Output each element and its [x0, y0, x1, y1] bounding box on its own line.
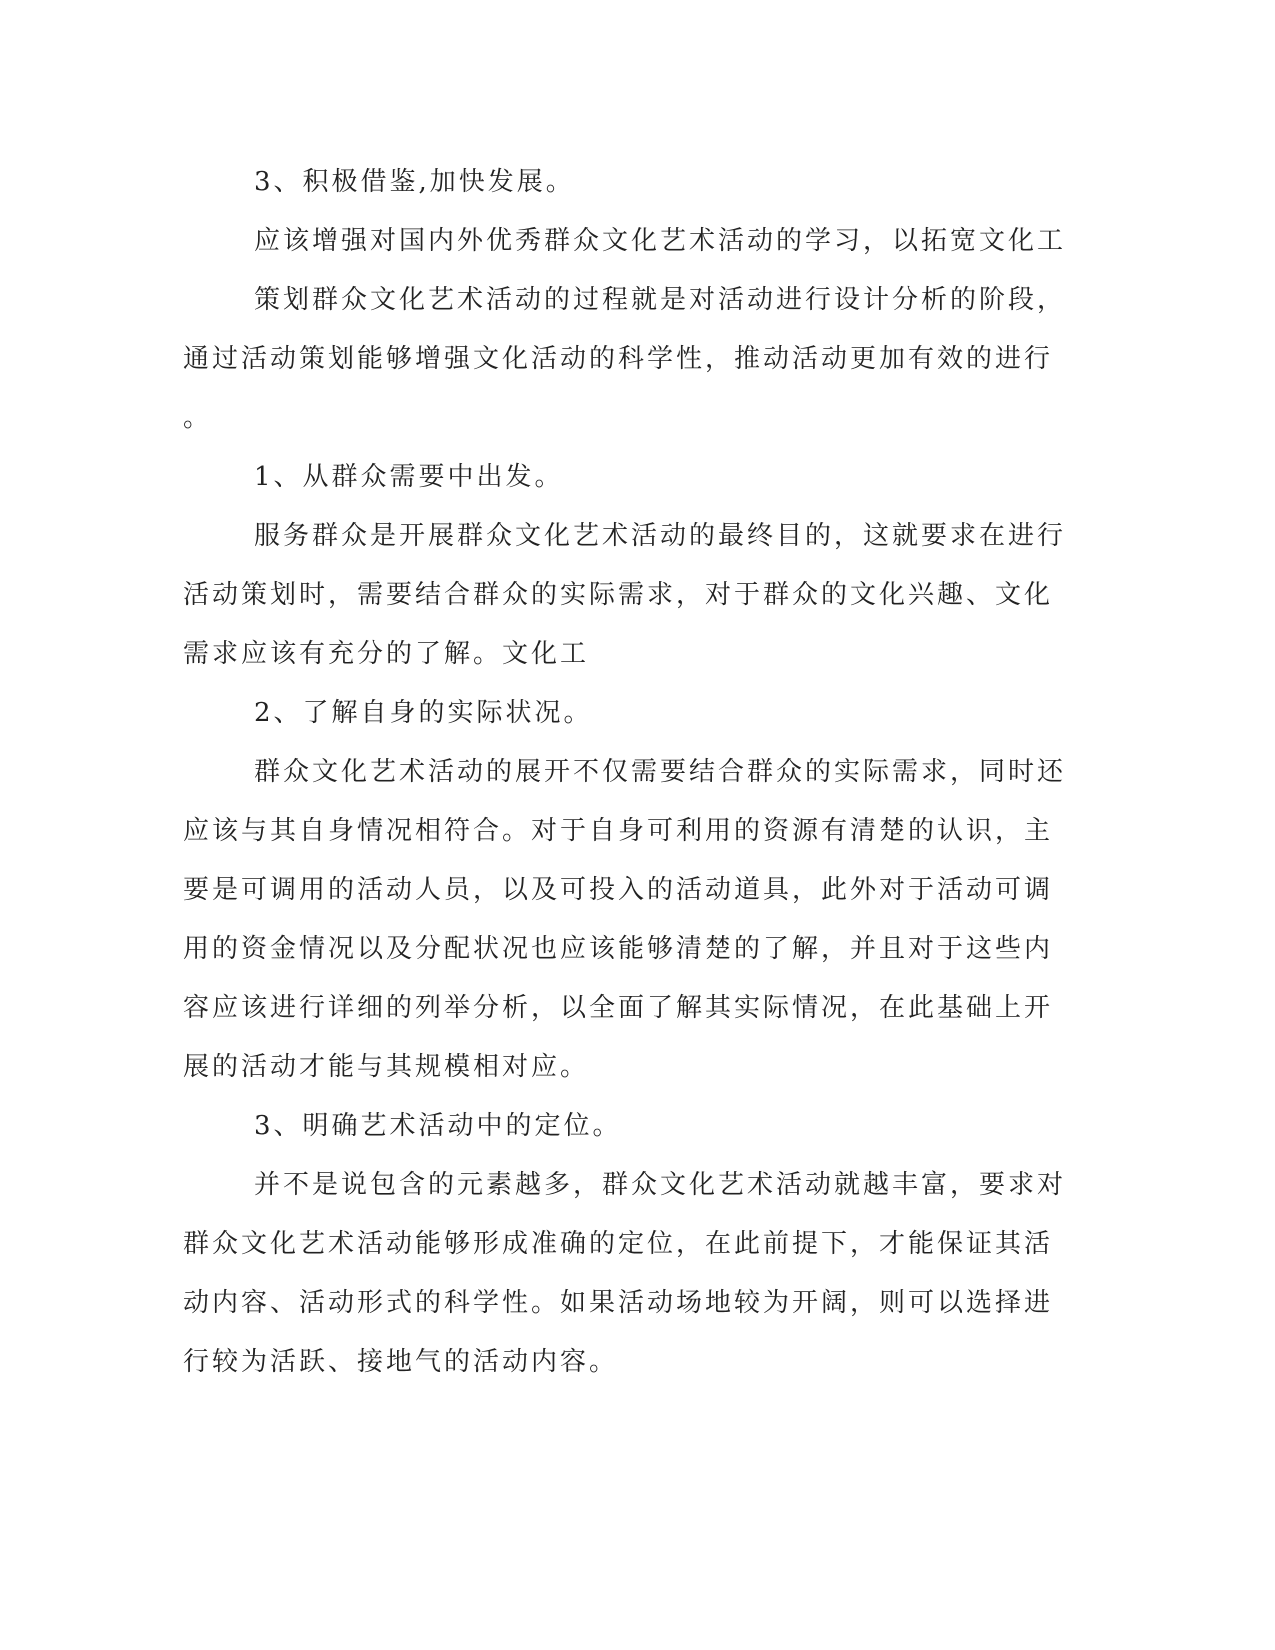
paragraph-line: 行较为活跃、接地气的活动内容。	[183, 1347, 619, 1377]
paragraph-line: 服务群众是开展群众文化艺术活动的最终目的，这就要求在进行	[254, 521, 1067, 551]
paragraph-line: 需求应该有充分的了解。文化工	[183, 639, 590, 669]
paragraph-line: 并不是说包含的元素越多，群众文化艺术活动就越丰富，要求对	[254, 1170, 1067, 1200]
paragraph-line: 应该与其自身情况相符合。对于自身可利用的资源有清楚的认识，主	[183, 816, 1054, 846]
paragraph-line: 。	[183, 403, 213, 433]
paragraph-line: 群众文化艺术活动的展开不仅需要结合群众的实际需求，同时还	[254, 757, 1067, 787]
paragraph-line: 应该增强对国内外优秀群众文化艺术活动的学习，以拓宽文化工	[254, 226, 1067, 256]
paragraph-line: 通过活动策划能够增强文化活动的科学性，推动活动更加有效的进行	[183, 344, 1054, 374]
paragraph-line: 用的资金情况以及分配状况也应该能够清楚的了解，并且对于这些内	[183, 934, 1054, 964]
heading-2-understand-own-situation: 2、了解自身的实际状况。	[254, 698, 593, 728]
paragraph-line: 策划群众文化艺术活动的过程就是对活动进行设计分析的阶段，	[254, 285, 1067, 315]
paragraph-line: 动内容、活动形式的科学性。如果活动场地较为开阔，则可以选择进	[183, 1288, 1054, 1318]
heading-3-clarify-positioning: 3、明确艺术活动中的定位。	[254, 1111, 622, 1141]
heading-1-start-from-public-needs: 1、从群众需要中出发。	[254, 462, 564, 492]
paragraph-line: 活动策划时，需要结合群众的实际需求，对于群众的文化兴趣、文化	[183, 580, 1054, 610]
paragraph-line: 群众文化艺术活动能够形成准确的定位，在此前提下，才能保证其活	[183, 1229, 1054, 1259]
paragraph-line: 容应该进行详细的列举分析，以全面了解其实际情况，在此基础上开	[183, 993, 1054, 1023]
paragraph-line: 展的活动才能与其规模相对应。	[183, 1052, 590, 1082]
heading-3-learn-from-others: 3、积极借鉴,加快发展。	[254, 167, 575, 197]
document-body	[183, 161, 1067, 1400]
paragraph-line: 要是可调用的活动人员，以及可投入的活动道具，此外对于活动可调	[183, 875, 1054, 905]
